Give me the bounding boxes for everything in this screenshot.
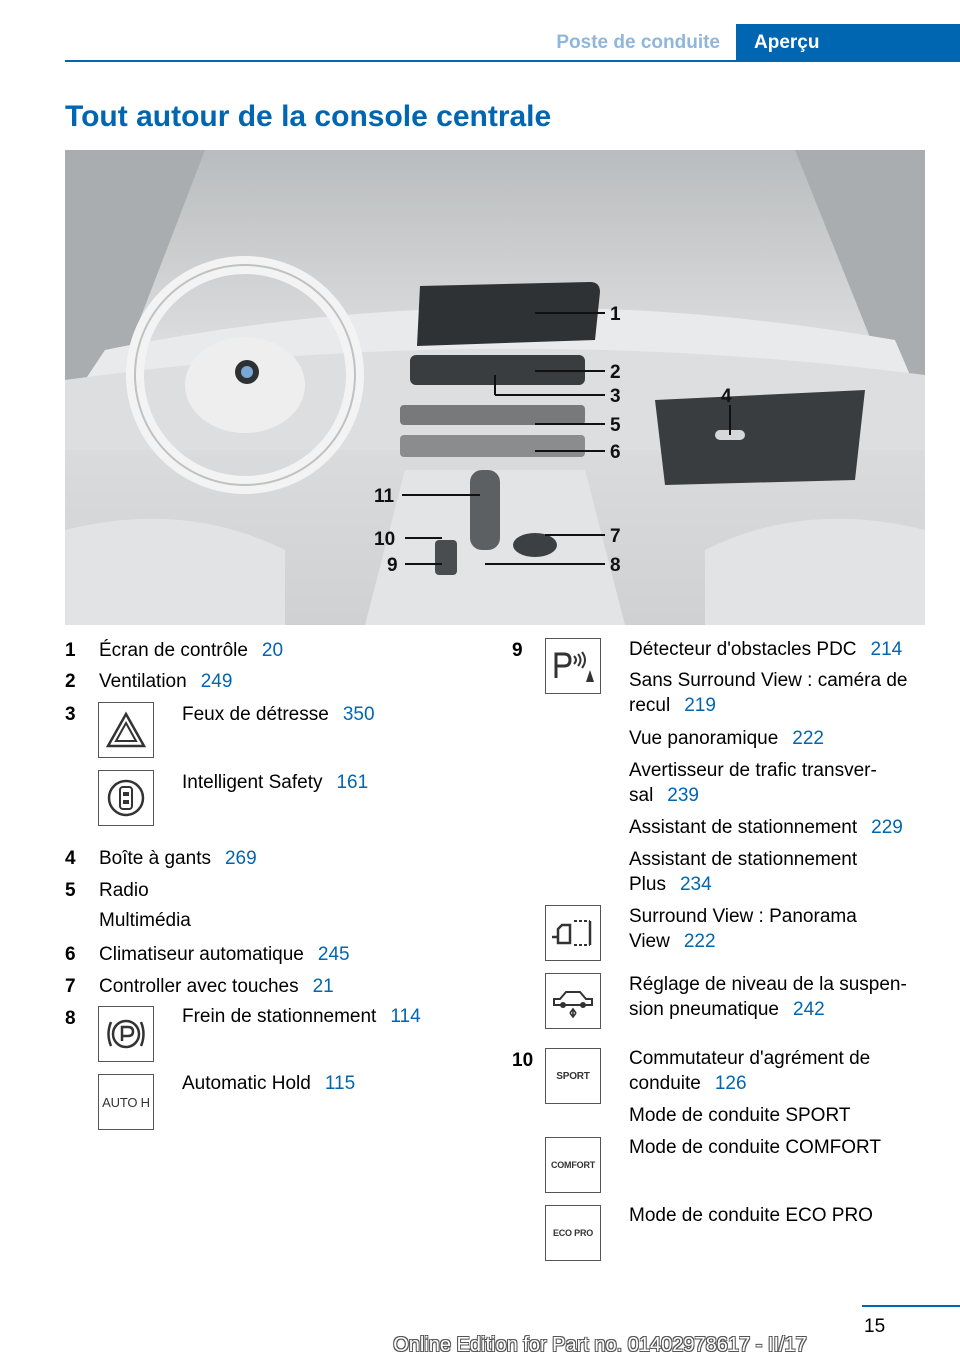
callout-5: 5 (610, 415, 621, 436)
page-link[interactable]: 249 (200, 671, 233, 692)
auto-hold-icon: AUTO H (98, 1074, 154, 1130)
callout-10: 10 (374, 529, 396, 550)
page-link[interactable]: 239 (667, 785, 699, 806)
parking-brake-icon (98, 1006, 154, 1062)
page-number: 15 (864, 1316, 886, 1337)
callout-1: 1 (610, 304, 621, 325)
page-link[interactable]: 269 (224, 848, 257, 869)
callout-8: 8 (610, 555, 621, 576)
air-suspension-icon (545, 973, 601, 1029)
page-link[interactable]: 161 (336, 772, 369, 793)
callout-9: 9 (387, 555, 398, 576)
hazard-warning-icon (98, 702, 154, 758)
callout-11: 11 (374, 486, 395, 507)
callout-6: 6 (610, 442, 621, 463)
eco-pro-button-icon: ECO PRO (545, 1205, 601, 1261)
dashboard-photo (65, 150, 925, 625)
page-link[interactable]: 222 (683, 931, 716, 952)
sport-button-icon: SPORT (545, 1048, 601, 1104)
page-link[interactable]: 114 (390, 1006, 421, 1027)
pdc-icon (545, 638, 601, 694)
page-link[interactable]: 126 (714, 1073, 747, 1094)
page-link[interactable]: 214 (870, 639, 903, 660)
callout-4: 4 (721, 386, 732, 407)
comfort-button-icon: COMFORT (545, 1137, 601, 1193)
footer-rule (862, 1305, 960, 1307)
header-rule (65, 60, 960, 62)
active-tab[interactable]: Aperçu (736, 24, 960, 62)
callout-7: 7 (610, 526, 621, 547)
section-tab[interactable]: Poste de conduite (556, 32, 720, 53)
page-link[interactable]: 350 (342, 704, 375, 725)
page-link[interactable]: 115 (324, 1073, 356, 1094)
page-link[interactable]: 21 (312, 976, 334, 997)
page-link[interactable]: 219 (684, 695, 716, 716)
page-link[interactable]: 234 (679, 874, 712, 895)
intelligent-safety-icon (98, 770, 154, 826)
page-link[interactable]: 222 (792, 728, 824, 749)
page-link[interactable]: 229 (871, 817, 903, 838)
page-link[interactable]: 242 (793, 999, 825, 1020)
callout-2: 2 (610, 362, 621, 383)
page-link[interactable]: 245 (317, 944, 350, 965)
page-link[interactable]: 20 (261, 640, 284, 661)
page-title: Tout autour de la console centrale (65, 100, 552, 133)
callout-3: 3 (610, 386, 621, 407)
surround-view-camera-icon (545, 905, 601, 961)
edition-watermark: Online Edition for Part no. 01402978617 - II/17 (393, 1334, 807, 1356)
